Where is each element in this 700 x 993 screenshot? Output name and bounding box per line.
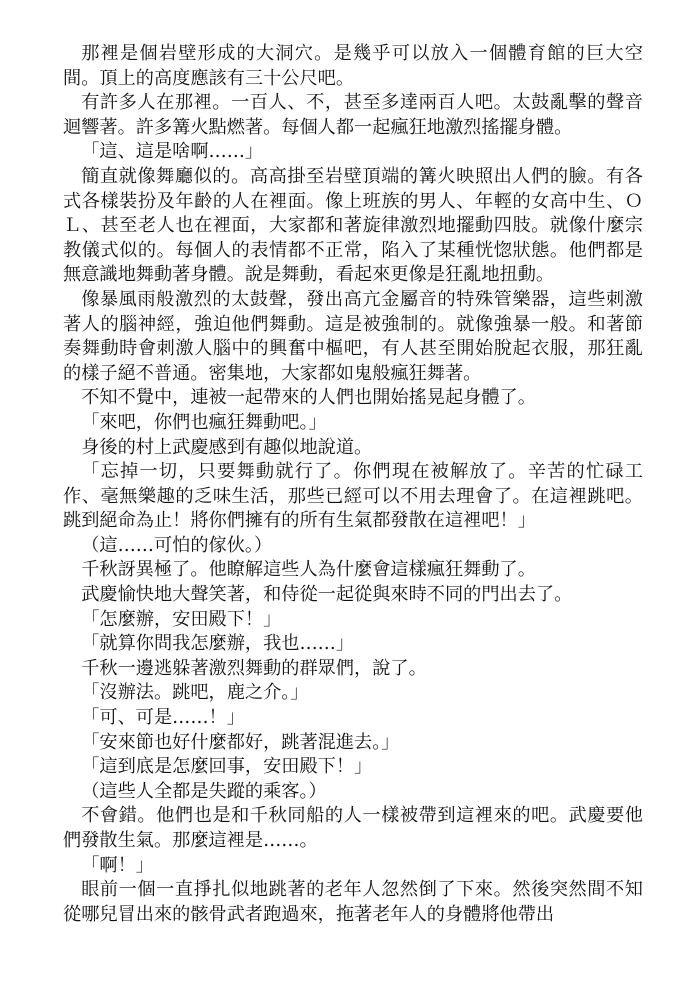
paragraph: 「來吧，你們也瘋狂舞動吧。」: [81, 411, 327, 433]
page-text: [63, 42, 643, 927]
paragraph: 「安來節也好什麼都好，跳著混進去。」: [81, 731, 400, 753]
paragraph: 簡直就像舞廳似的。高高掛至岩壁頂端的篝火映照出人們的臉。有各式各樣裝扮及年齡的人在裡面。像上班族的男人、年輕的女高中生、ＯＬ、甚至老人也在裡面，大家都和著旋律激烈地擺動四肢。就像什麼宗教儀式似的。每個人的表情都不正常，陷入了某種恍惚狀態。他們都是無意識地舞動著身體。說是舞動，看起來更像是狂亂地扭動。: [63, 165, 643, 286]
paragraph: 「就算你問我怎麼辦，我也……」: [81, 633, 355, 655]
paragraph: （這些人全都是失蹤的乘客。）: [81, 780, 327, 802]
paragraph: 「怎麼辦，安田殿下！」: [81, 608, 282, 630]
paragraph: 「啊！」: [81, 854, 154, 876]
paragraph: 那裡是個岩壁形成的大洞穴。是幾乎可以放入一個體育館的巨大空間。頂上的高度應該有三十公尺吧。: [63, 43, 643, 89]
paragraph: 武慶愉快地大聲笑著，和侍從一起從與來時不同的門出去了。: [81, 584, 573, 606]
paragraph: 「這到底是怎麼回事，安田殿下！」: [81, 756, 373, 778]
paragraph: 眼前一個一直掙扎似地跳著的老年人忽然倒了下來。然後突然間不知從哪兒冒出來的骸骨武者跑過來，拖著老年人的身體將他帶出: [63, 879, 643, 925]
paragraph: 有許多人在那裡。一百人、不，甚至多達兩百人吧。太鼓亂擊的聲音迴響著。許多篝火點燃著。每個人都一起瘋狂地激烈搖擺身體。: [63, 92, 643, 138]
paragraph: 「這、這是啥啊……」: [81, 141, 264, 163]
paragraph: 身後的村上武慶感到有趣似地說道。: [81, 436, 373, 458]
paragraph: （這……可怕的傢伙。）: [81, 534, 273, 556]
paragraph: 不知不覺中，連被一起帶來的人們也開始搖晃起身體了。: [81, 387, 536, 409]
paragraph: 「忘掉一切，只要舞動就行了。你們現在被解放了。辛苦的忙碌工作、毫無樂趣的乏味生活，那些已經可以不用去理會了。在這裡跳吧。跳到絕命為止！將你們擁有的所有生氣都發散在這裡吧！」: [63, 461, 643, 532]
paragraph: 「沒辦法。跳吧，鹿之介。」: [81, 682, 309, 704]
paragraph: 不會錯。他們也是和千秋同船的人一樣被帶到這裡來的吧。武慶要他們發散生氣。那麼這裡是……。: [63, 805, 643, 851]
paragraph: 千秋訝異極了。他瞭解這些人為什麼會這樣瘋狂舞動了。: [81, 559, 536, 581]
paragraph: 像暴風雨般激烈的太鼓聲，發出高亢金屬音的特殊管樂器，這些刺激著人的腦神經，強迫他們舞動。這是被強制的。就像強暴一般。和著節奏舞動時會刺激人腦中的興奮中樞吧，有人甚至開始脫起衣服，那狂亂的樣子絕不普通。密集地，大家都如鬼般瘋狂舞著。: [63, 288, 643, 384]
paragraph: 「可、可是……！」: [81, 707, 245, 729]
paragraph: 千秋一邊逃躲著激烈舞動的群眾們，說了。: [81, 657, 427, 679]
